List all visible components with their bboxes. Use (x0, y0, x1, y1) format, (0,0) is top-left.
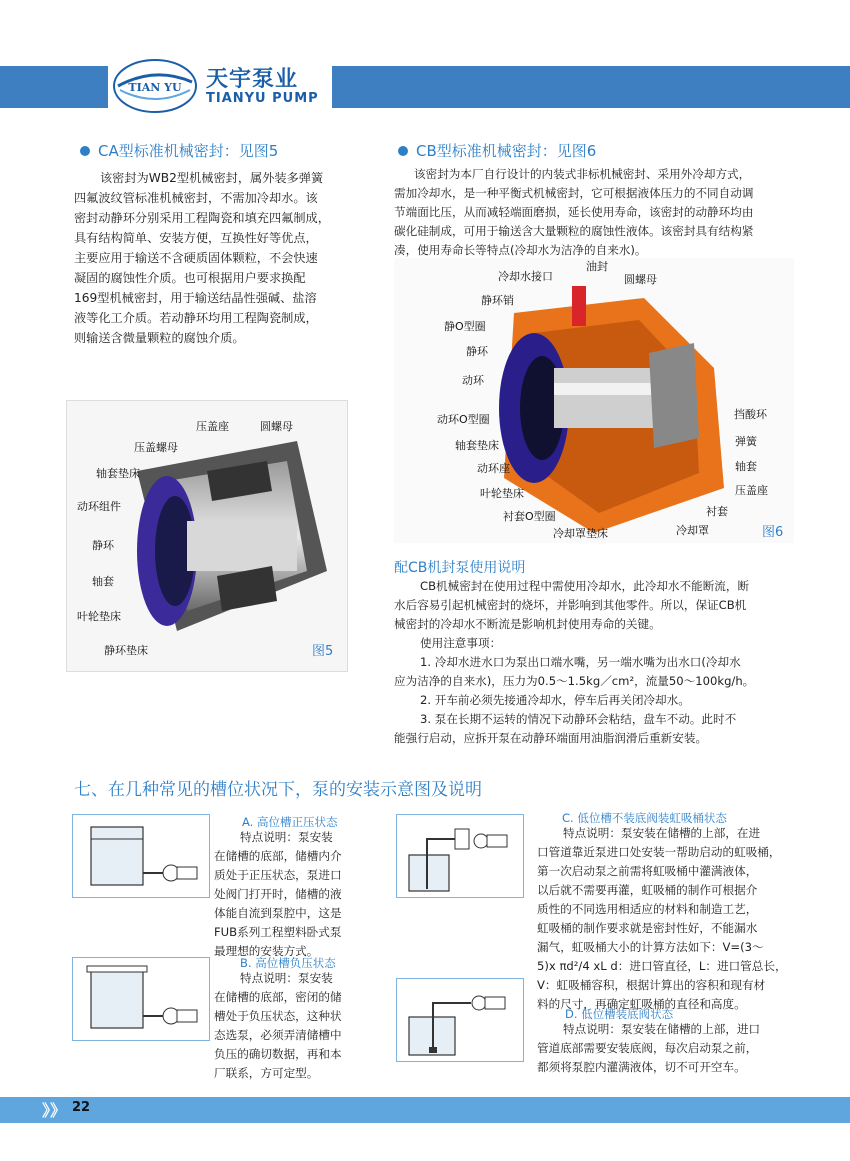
fig6-callout: 冷却罩 (676, 524, 709, 537)
fig5-callout: 压盖座 (196, 420, 229, 433)
install-c-text: 特点说明：泵安装在储槽的上部，在进 口管道靠近泵进口处安装一帮助启动的虹吸桶， 第一次启动泵之前需将虹吸桶中灌满液体， 以后就不需要再灌，虹吸桶的制作可根据介 质性的不同选用相适应的材料和制造工艺， 虹吸桶的制作要求就是密封性好，不能漏水 漏气，虹吸桶大小的计算方法如下：V=(3～ 5)x πd²/4 xL d：进口管直径，L：进口管总长， V：虹吸桶容积，根据计算出的容积和现有材 料的尺寸，再确定虹吸桶的直径和高度。 (537, 826, 787, 1011)
fig5-callout: 静环垫床 (104, 644, 148, 657)
fig6-callout: 弹簧 (735, 435, 757, 448)
ca-line: 则输送含微量颗粒的腐蚀介质。 (74, 331, 245, 345)
fig6-callout: 衬套 (706, 505, 728, 518)
ca-line: 四氟波纹管标准机械密封，不需加冷却水。该 (74, 191, 318, 205)
cb-heading: CB型标准机械密封：见图6 (398, 140, 596, 161)
low-tank-foot-valve-icon (397, 979, 523, 1061)
cb-usage-line: 应为洁净的自来水)，压力为0.5～1.5kg／cm²，流量50～100kg/h。 (394, 674, 755, 688)
install-a-title: A. 高位槽正压状态 (242, 815, 338, 829)
fig6-callout: 圆螺母 (624, 273, 657, 286)
fig6-callout: 冷却水接口 (498, 270, 553, 283)
install-diagram-a (72, 814, 210, 898)
ca-line: 密封动静环分别采用工程陶瓷和填充四氟制成， (74, 211, 330, 225)
cb-line: 该密封为本厂自行设计的内装式非标机械密封、采用外冷却方式， (414, 167, 751, 181)
cb-line: 碳化硅制成，可用于输送含大量颗粒的腐蚀性液体。该密封具有结构紧 (394, 224, 754, 238)
cb-usage-line: 2. 开车前必须先接通冷却水，停车后再关闭冷却水。 (420, 693, 690, 707)
ca-line: 液等化工介质。若动静环均用工程陶瓷制成， (74, 311, 318, 325)
bullet-icon (80, 146, 90, 156)
fig6-callout: 静O型圈 (444, 320, 486, 333)
install-d-title: D. 低位槽装底阀状态 (565, 1007, 674, 1021)
ca-paragraph (74, 168, 374, 348)
ca-line: 该密封为WB2型机械密封，属外装多弹簧 (100, 171, 324, 185)
fig6-callout: 轴套 (735, 460, 757, 473)
figure-5 (66, 400, 348, 672)
ca-heading: CA型标准机械密封：见图5 (80, 140, 278, 161)
fig6-callout: 静环销 (481, 294, 514, 307)
fig5-callout: 轴套 (92, 575, 114, 588)
fig6-callout: 动环O型圈 (437, 413, 490, 426)
fig6-callout: 冷却罩垫床 (553, 527, 608, 540)
company-name-cn: 天宇泵业 (206, 67, 299, 92)
figure-6-label: 图6 (762, 525, 784, 540)
bullet-icon (398, 146, 408, 156)
ca-seal-drawing (67, 401, 347, 671)
cb-usage-line: 水后容易引起机械密封的烧坏，并影响到其他零件。所以，保证CB机 (394, 598, 747, 612)
company-name-en: TIANYU PUMP (206, 91, 319, 106)
install-b-text: 特点说明：泵安装 在储槽的底部，密闭的储 槽处于负压状态，这种状 态选泵，必须弄清储槽中 负压的确切数据，再和本 厂联系，方可定型。 (214, 971, 342, 1080)
page-number: 22 (72, 1100, 91, 1115)
footer-bar (0, 1097, 850, 1123)
company-logo (112, 58, 198, 114)
header-bar-left (0, 66, 108, 108)
logo-text: TIAN YU (128, 81, 182, 94)
cb-paragraph (394, 165, 794, 260)
fig6-callout: 轴套垫床 (455, 439, 499, 452)
header-bar-right (332, 66, 850, 108)
cb-usage-line: 使用注意事项： (420, 636, 502, 650)
fig6-callout: 压盖座 (735, 484, 768, 497)
ca-line: 具有结构简单、安装方便，互换性好等优点， (74, 231, 318, 245)
section-7-title: 七、在几种常见的槽位状况下，泵的安装示意图及说明 (74, 780, 482, 800)
install-a-text: 特点说明：泵安装 在储槽的底部，储槽内介 质处于正压状态，泵进口 处阀门打开时，储槽的液 体能自流到泵腔中，这是 FUB系列工程塑料卧式泵 最理想的安装方式。 (214, 830, 342, 958)
fig5-callout: 静环 (92, 539, 114, 552)
cb-usage-line: 能强行启动，应拆开泵在动静环端面用油脂润滑后重新安装。 (394, 731, 708, 745)
cb-usage-line: 1. 冷却水进水口为泵出口端水嘴，另一端水嘴为出水口(冷却水 (420, 655, 741, 669)
low-tank-siphon-icon (397, 815, 523, 897)
fig6-callout: 油封 (586, 260, 608, 273)
cb-line: 节端面比压，从而减轻端面磨损，延长使用寿命，该密封的动静环均由 (394, 205, 754, 219)
fig5-callout: 轴套垫床 (96, 467, 140, 480)
install-b-title: B. 高位槽负压状态 (240, 956, 336, 970)
cb-line: 凑，使用寿命长等特点(冷却水为洁净的自来水)。 (394, 243, 647, 257)
high-tank-positive-icon (73, 815, 209, 897)
cb-usage-line: 3. 泵在长期不运转的情况下动静环会粘结，盘车不动。此时不 (420, 712, 737, 726)
fig6-callout: 挡酸环 (734, 408, 767, 421)
figure-6 (394, 258, 794, 543)
fig5-callout: 叶轮垫床 (77, 610, 121, 623)
ca-line: 凝固的腐蚀性介质。也可根据用户要求换配 (74, 271, 306, 285)
fig5-callout: 动环组件 (77, 500, 121, 513)
fig6-callout: 动环 (462, 374, 484, 387)
cb-usage-title: 配CB机封泵使用说明 (394, 560, 526, 576)
install-diagram-c (396, 814, 524, 898)
cb-usage-line: 械密封的冷却水不断流是影响机封使用寿命的关键。 (394, 617, 661, 631)
fig6-callout: 叶轮垫床 (480, 487, 524, 500)
ca-line: 169型机械密封，用于输送结晶性强碱、盐溶 (74, 291, 317, 305)
fig6-callout: 衬套O型圈 (503, 510, 556, 523)
fig6-callout: 动环座 (477, 462, 510, 475)
figure-5-label: 图5 (312, 644, 334, 659)
cb-line: 需加冷却水，是一种平衡式机械密封，它可根据液体压力的不同自动调 (394, 186, 754, 200)
cb-seal-drawing (394, 258, 794, 543)
install-c-title: C. 低位槽不装底阀装虹吸桶状态 (562, 811, 727, 825)
install-d-text: 特点说明：泵安装在储槽的上部，进口 管道底部需要安装底阀，每次启动泵之前， 都须将泵腔内灌满液体，切不可开空车。 (537, 1022, 761, 1074)
ca-line: 主要应用于输送不含硬质固体颗粒，不会快速 (74, 251, 318, 265)
cb-usage-line: CB机械密封在使用过程中需使用冷却水，此冷却水不能断流，断 (420, 579, 750, 593)
install-diagram-d (396, 978, 524, 1062)
cb-usage-paragraph (394, 577, 799, 748)
fig6-callout: 静环 (466, 345, 488, 358)
fig5-callout: 圆螺母 (260, 420, 293, 433)
install-diagram-b (72, 957, 210, 1041)
high-tank-negative-icon (73, 958, 209, 1040)
footer-arrows-icon: 》》 (42, 1101, 67, 1120)
fig5-callout: 压盖螺母 (134, 441, 178, 454)
